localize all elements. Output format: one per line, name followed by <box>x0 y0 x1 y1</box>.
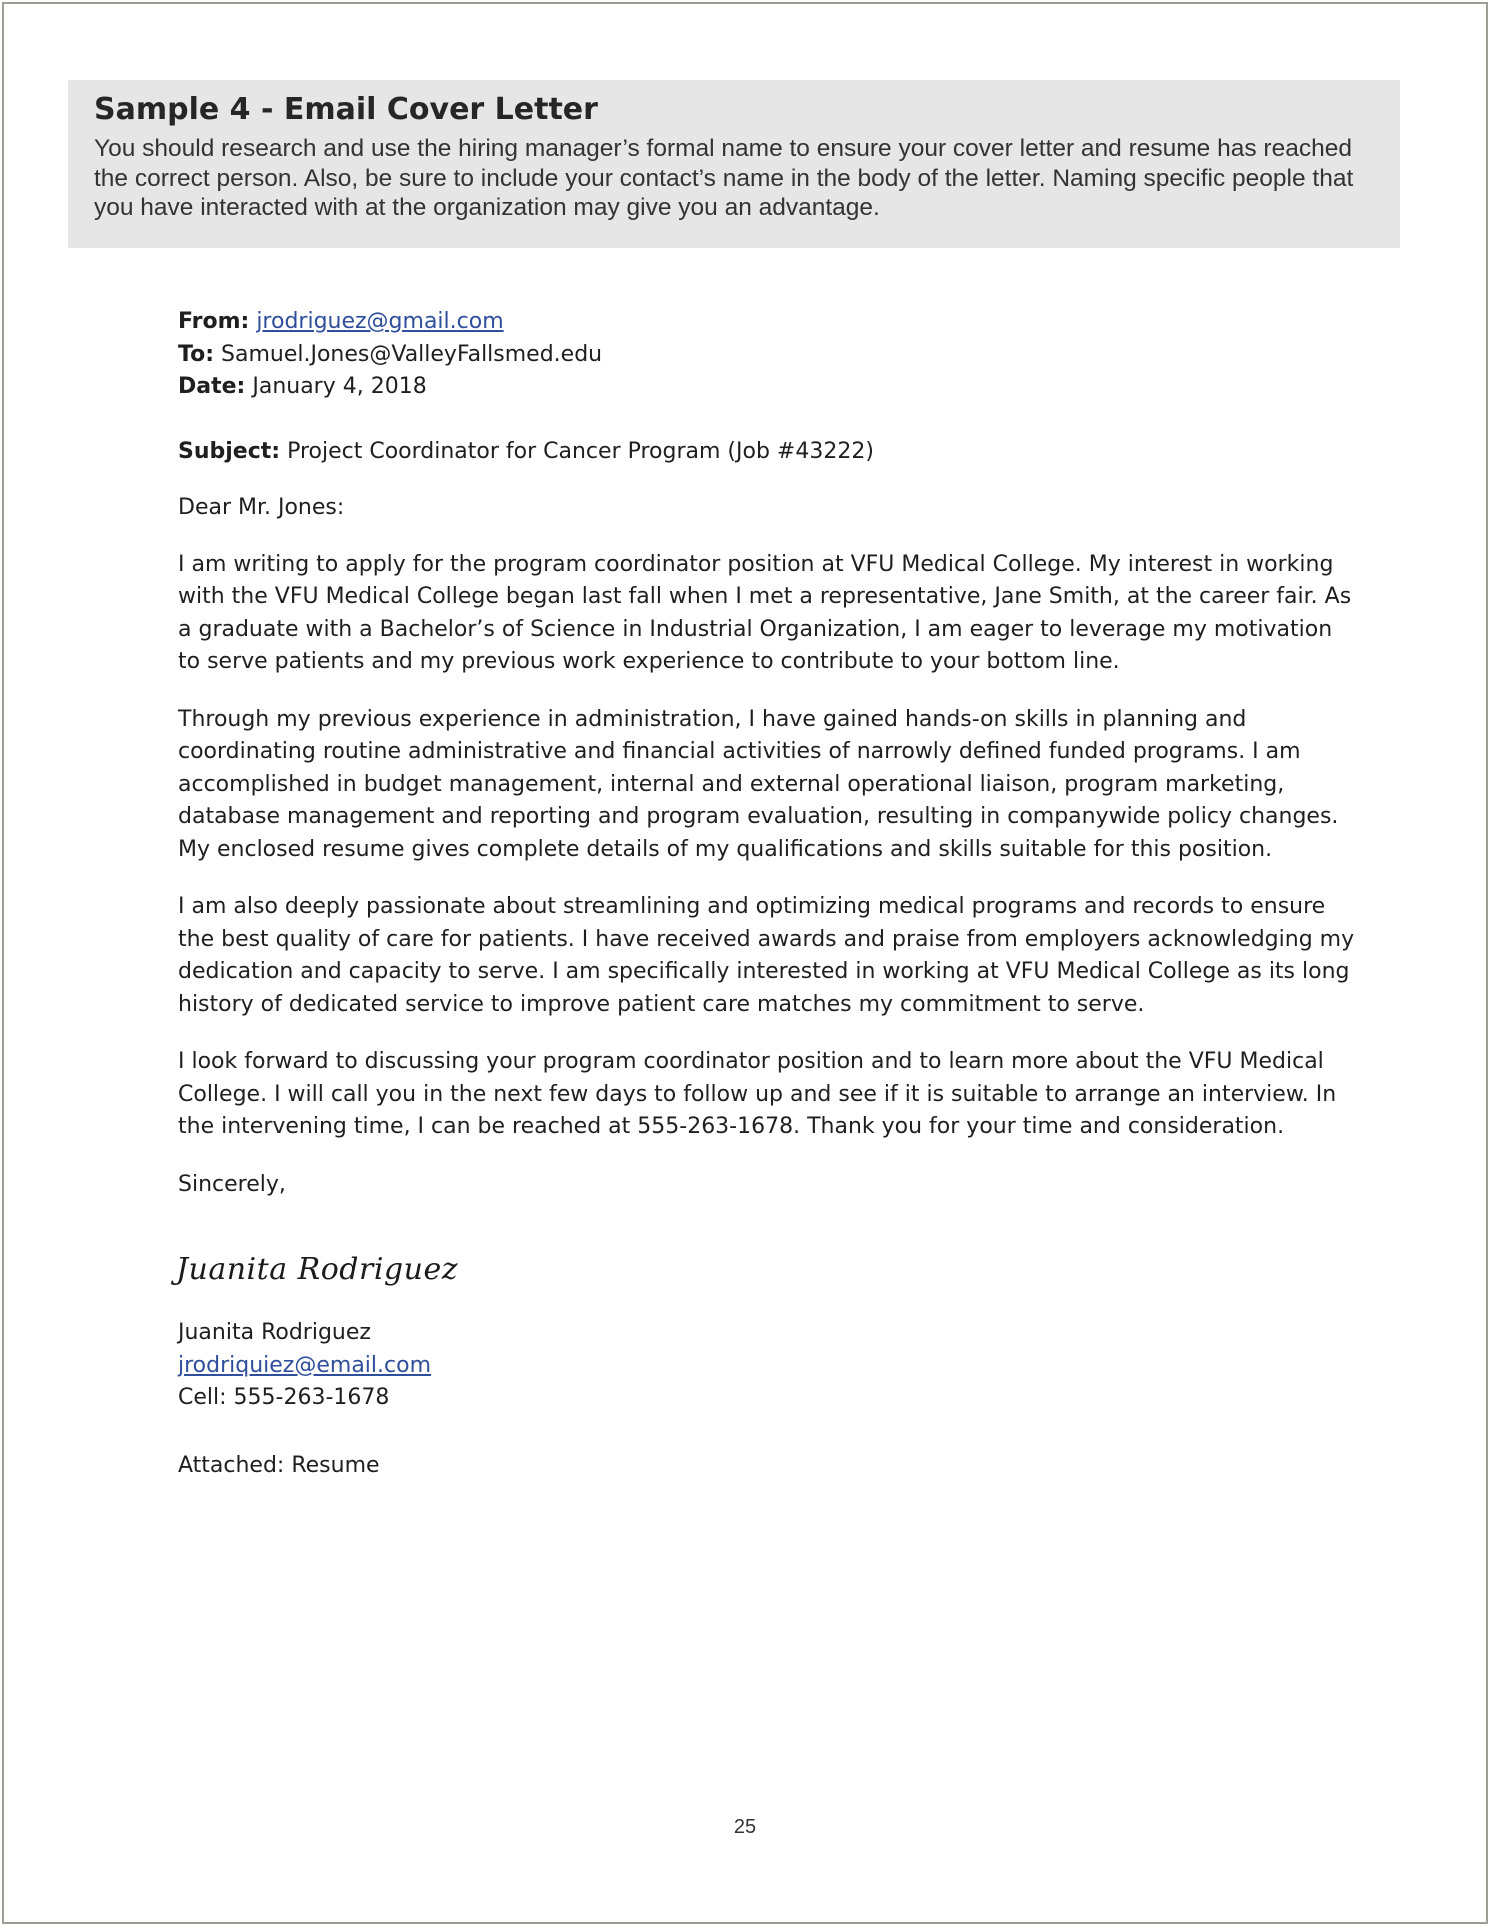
date-line <box>178 371 1358 404</box>
attachment-note: Attached: Resume <box>178 1453 380 1478</box>
date-value: January 4, 2018 <box>252 374 427 399</box>
date-label: Date: <box>178 374 246 399</box>
email-letter <box>178 306 1358 1201</box>
page-number: 25 <box>733 1816 757 1838</box>
to-email: Samuel.Jones@ValleyFallsmed.edu <box>221 341 603 367</box>
intro-text: You should research and use the hiring manager’s formal name to ensure your cover letter and resume has reached the correct person. Also, be sure to include your contact’s name in the body of the letter. Naming specific people that you have interacted with at the organization may give you an advantage. <box>94 135 1354 221</box>
subject-value: Project Coordinator for Cancer Program (Job #43222) <box>287 438 874 464</box>
closing: Sincerely, <box>178 1171 286 1197</box>
body-paragraph: Through my previous experience in administration, I have gained hands-on skills in planning and coordinating routine administrative and financial activities of narrowly defined funded programs. I am accomplished in budget management, internal and external operational liaison, program marketing, database management and reporting and program evaluation, resulting in companywide policy changes. My enclosed resume gives complete details of my qualifications and skills suitable for this position. <box>178 706 1339 862</box>
from-line <box>178 306 1358 339</box>
greeting: Dear Mr. Jones: <box>178 495 345 520</box>
to-label: To: <box>178 341 214 367</box>
body-paragraph: I look forward to discussing your program coordinator position and to learn more about the VFU Medical College. I will call you in the next few days to follow up and see if it is suitable to arrange an interview. In the intervening time, I can be reached at 555-263-1678. Thank you for your time and consideration. <box>178 1049 1337 1139</box>
sender-cell: Cell: 555-263-1678 <box>178 1385 390 1410</box>
from-email-link[interactable]: jrodriguez@gmail.com <box>256 309 504 334</box>
body-paragraph: I am writing to apply for the program coordinator position at VFU Medical College. My interest in working with the VFU Medical College began last fall when I met a representative, Jane Smith, at the career fair. As a graduate with a Bachelor’s of Science in Industrial Organization, I am eager to leverage my motivation to serve patients and my previous work experience to contribute to your bottom line. <box>178 551 1352 674</box>
to-line <box>178 339 1358 372</box>
from-label: From: <box>178 309 250 334</box>
signature: Juanita Rodriguez <box>176 1252 459 1287</box>
section-title: Sample 4 - Email Cover Letter <box>94 92 598 127</box>
body-paragraph: I am also deeply passionate about streamlining and optimizing medical programs and records to ensure the best quality of care for patients. I have received awards and praise from employers acknowledging my dedication and capacity to serve. I am specifically interested in working at VFU Medical College as its long history of dedicated service to improve patient care matches my commitment to serve. <box>178 894 1355 1017</box>
intro-box <box>68 80 1400 248</box>
sender-email-link[interactable]: jrodriquiez@email.com <box>178 1352 432 1378</box>
subject-label: Subject: <box>178 438 281 464</box>
subject-line <box>178 436 1358 469</box>
sender-name: Juanita Rodriguez <box>178 1320 371 1345</box>
sender-block <box>178 1317 431 1415</box>
